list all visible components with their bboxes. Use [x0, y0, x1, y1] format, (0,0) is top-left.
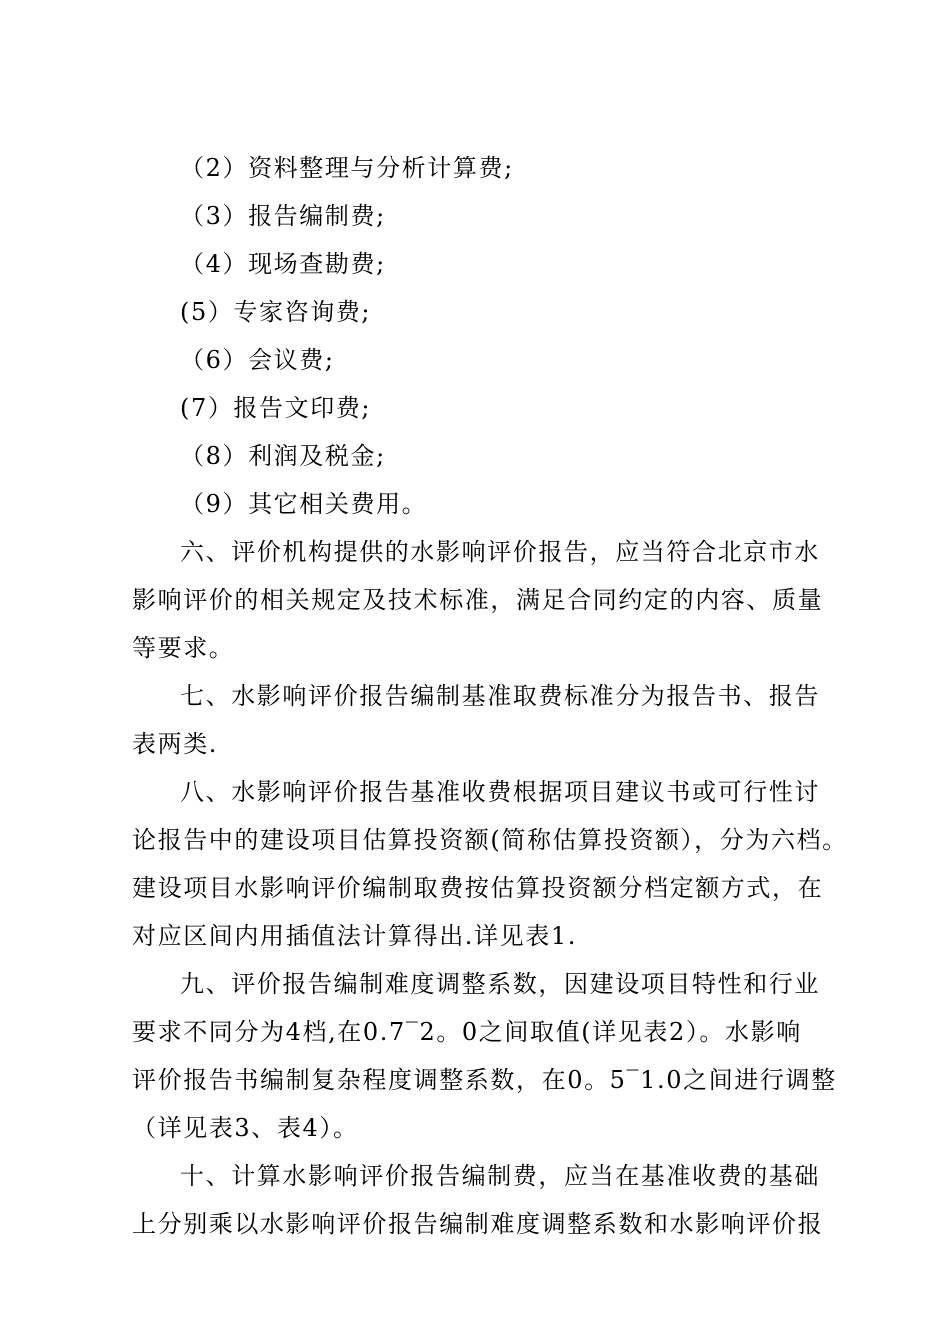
fee-item-9: （9）其它相关费用。	[180, 490, 428, 518]
paragraph-9-line-1: 九、评价报告编制难度调整系数，因建设项目特性和行业	[180, 970, 820, 998]
paragraph-9-line-2: 要求不同分为4档,在0.7‾2。0之间取值(详见表2）。水影响	[132, 1018, 802, 1046]
fee-item-5: (5）专家咨询费;	[180, 298, 372, 326]
paragraph-6-line-1: 六、评价机构提供的水影响评价报告，应当符合北京市水	[180, 538, 820, 566]
paragraph-8-line-1: 八、水影响评价报告基准收费根据项目建议书或可行性讨	[180, 778, 820, 806]
paragraph-7-line-2: 表两类.	[132, 730, 219, 758]
fee-item-3: （3）报告编制费;	[180, 202, 386, 230]
fee-item-4: （4）现场查勘费;	[180, 250, 386, 278]
paragraph-8-line-2: 论报告中的建设项目估算投资额(简称估算投资额），分为六档。	[132, 826, 848, 854]
paragraph-8-line-4: 对应区间内用插值法计算得出.详见表1.	[132, 922, 577, 950]
paragraph-9-line-4: （详见表3、表4）。	[132, 1114, 359, 1142]
paragraph-6-line-3: 等要求。	[132, 634, 235, 662]
fee-item-7: (7）报告文印费;	[180, 394, 372, 422]
fee-item-8: （8）利润及税金;	[180, 442, 386, 470]
fee-item-6: （6）会议费;	[180, 346, 335, 374]
paragraph-10-line-2: 上分别乘以水影响评价报告编制难度调整系数和水影响评价报	[132, 1210, 824, 1238]
paragraph-10-line-1: 十、计算水影响评价报告编制费，应当在基准收费的基础	[180, 1162, 820, 1190]
fee-item-2: （2）资料整理与分析计算费;	[180, 154, 514, 182]
paragraph-9-line-3: 评价报告书编制复杂程度调整系数，在0。5‾1.0之间进行调整	[132, 1066, 837, 1094]
paragraph-6-line-2: 影响评价的相关规定及技术标准，满足合同约定的内容、质量	[132, 586, 824, 614]
paragraph-7-line-1: 七、水影响评价报告编制基准取费标准分为报告书、报告	[180, 682, 820, 710]
paragraph-8-line-3: 建设项目水影响评价编制取费按估算投资额分档定额方式，在	[132, 874, 824, 902]
